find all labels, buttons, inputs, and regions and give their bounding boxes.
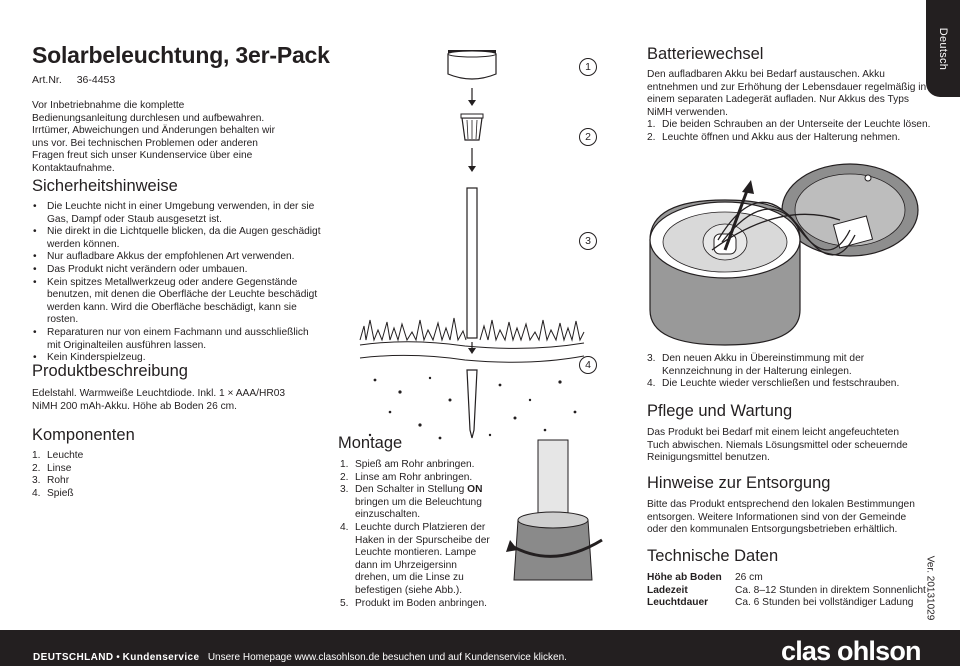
montage-step: 1. Spieß am Rohr anbringen. (340, 459, 475, 470)
battery-heading: Batteriewechsel (647, 45, 764, 63)
footer-service: Kundenservice (122, 652, 200, 663)
safety-heading: Sicherheitshinweise (32, 177, 178, 195)
battery-step: 4. Die Leuchte wieder verschließen und festschrauben. (647, 378, 900, 390)
safety-item: • Kein spitzes Metallwerkzeug oder andere Gegenstände benutzen, mit denen die Oberfläche der Leuchte beschädigt werden kann. Wird die Oberfläche beschädigt, kann sie rosten. (32, 277, 322, 327)
care-text: Das Produkt bei Bedarf mit einem leicht angefeuchteten Tuch abwischen. Niemals Lösungsmittel oder scheuernde Reinigungsmittel benutzen. (647, 427, 908, 464)
diagram-label-3: 3 (579, 232, 597, 250)
safety-item: • Die Leuchte nicht in einer Umgebung verwenden, in der sie Gas, Dampf oder Staub ausgesetzt ist. (32, 201, 322, 226)
battery-step: 3. Den neuen Akku in Übereinstimmung mit der Kennzeichnung in der Halterung einlegen. (647, 353, 865, 377)
safety-item: • Nur aufladbare Akkus der empfohlenen Art verwenden. (32, 251, 322, 264)
component-item: 3. Rohr (32, 475, 70, 487)
diagram-label-2: 2 (579, 128, 597, 146)
disposal-text: Bitte das Produkt entsprechend den lokalen Bestimmungen entsorgen. Weitere Informationen sind von der Gemeinde oder den kommunalen Entsorgungsbetrieben erhältlich. (647, 499, 915, 536)
spec-row: Leuchtdauer Ca. 6 Stunden bei vollständiger Ladung (647, 597, 914, 609)
article-number-label: Art.Nr. (32, 74, 62, 86)
montage-step: 2. Linse am Rohr anbringen. (340, 471, 473, 483)
montage-heading: Montage (338, 434, 403, 452)
montage-list (340, 459, 490, 610)
language-tab: Deutsch (926, 0, 960, 97)
diagram-label-1: 1 (579, 58, 597, 76)
component-item: 1. Leuchte (32, 450, 84, 461)
diagram-label-4: 4 (579, 356, 597, 374)
footer-bar (0, 630, 960, 666)
safety-item: • Kein Kinderspielzeug. (32, 352, 322, 365)
product-text: Edelstahl. Warmweiße Leuchtdiode. Inkl. 1 × AAA/HR03 NiMH 200 mAh-Akku. Höhe ab Boden 26 cm. (32, 388, 286, 412)
disposal-heading: Hinweise zur Entsorgung (647, 474, 831, 492)
footer-homepage-text: Unsere Homepage www.clasohlson.de besuchen und auf Kundenservice klicken. (207, 652, 567, 663)
version-label: Ver. 20131029 (924, 555, 936, 621)
care-heading: Pflege und Wartung (647, 402, 793, 420)
component-item: 2. Linse (32, 462, 72, 474)
battery-steps-top (647, 119, 937, 144)
lens-detail-illustration (506, 440, 602, 580)
specs-heading: Technische Daten (647, 547, 779, 565)
montage-step: 3. Den Schalter in Stellung ON bringen um die Beleuchtung einzuschalten. (340, 484, 483, 521)
safety-item: • Das Produkt nicht verändern oder umbauen. (32, 264, 322, 277)
footer-country: DEUTSCHLAND (33, 652, 114, 663)
battery-text: Den aufladbaren Akku bei Bedarf austauschen. Akku entnehmen und zur Erhöhung der Lebensdauer regelmäßig in einem separaten Ladegerät aufladen. Nur Akkus des Typs NiMH verwenden. (647, 69, 927, 118)
components-heading: Komponenten (32, 426, 135, 444)
article-number-value: 36-4453 (76, 74, 116, 86)
component-item: 4. Spieß (32, 487, 74, 499)
lens-illustration (461, 114, 483, 140)
page-title: Solarbeleuchtung, 3er-Pack (32, 42, 330, 68)
intro-text: Vor Inbetriebnahme die komplette Bedienungsanleitung durchlesen und aufbewahren. Irrtümer, Abweichungen und Änderungen behalten wir uns vor. Bei technischen Problemen oder anderen Fragen freut sich unser Kundenservice über eine Kontaktaufnahme. (32, 100, 275, 174)
montage-step: 5. Produkt im Boden anbringen. (340, 597, 487, 609)
safety-item: • Nie direkt in die Lichtquelle blicken, da die Augen geschädigt werden können. (32, 226, 322, 251)
specs-table (647, 572, 926, 610)
battery-steps-bottom (647, 353, 927, 391)
brand-logo: clas ohlson (781, 636, 921, 666)
battery-step: 2. Leuchte öffnen und Akku aus der Halterung nehmen. (647, 131, 901, 143)
spike-illustration (467, 370, 477, 438)
safety-list (32, 201, 322, 365)
components-list (32, 450, 232, 500)
spec-row: Ladezeit Ca. 8–12 Stunden in direktem Sonnenlicht (647, 584, 926, 596)
spec-row: Höhe ab Boden 26 cm (647, 572, 763, 583)
article-number (32, 74, 115, 86)
product-heading: Produktbeschreibung (32, 362, 188, 380)
montage-step: 4. Leuchte durch Platzieren der Haken in der Spurscheibe der Leuchte montieren. Lampe dann im Uhrzeigersinn drehen, um die Linse zu befestigen (siehe Abb.). (340, 521, 490, 596)
battery-step: 1. Die beiden Schrauben an der Unterseite der Leuchte lösen. (647, 119, 931, 130)
footer-text: DEUTSCHLAND • Kundenservice Unsere Homepage www.clasohlson.de besuchen und auf Kundenservice klicken. (33, 652, 567, 663)
tube-illustration (467, 188, 477, 338)
safety-item: • Reparaturen nur von einem Fachmann und ausschließlich mit Originalteilen ausführen lassen. (32, 327, 322, 352)
lamp-head-illustration (448, 50, 496, 79)
battery-illustration (640, 160, 925, 350)
